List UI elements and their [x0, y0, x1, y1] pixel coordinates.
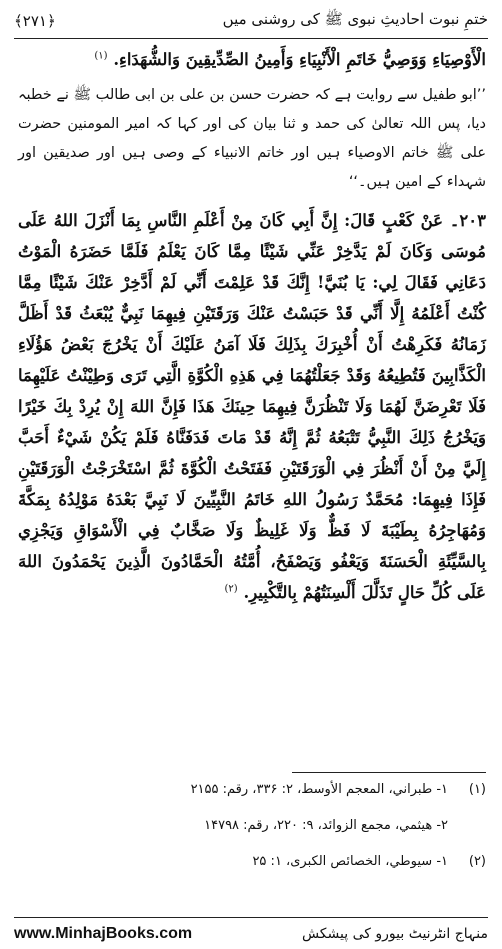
page-body [18, 44, 486, 608]
page-number: ﴿۲۷۱﴾ [14, 12, 56, 30]
footnotes [18, 782, 486, 890]
hadith-footnote-ref: (۲) [224, 583, 238, 595]
footnote-item [18, 782, 486, 818]
footnote-divider [292, 772, 486, 773]
header-divider [14, 38, 488, 39]
footnote-text: ۱- طبراني، المعجم الأوسط، ۲: ۳۳۶، رقم: ۲۱۵۵ [190, 782, 448, 797]
intro-arabic-line: الْأَوْصِيَاءِ وَوَصِيُّ خَاتَمِ الْأَنْبِيَاءِ وَأَمِينُ الصِّدِّيقِينَ وَالشُّهَدَاءِ. [113, 50, 486, 69]
hadith-text: عَنْ كَعْبٍ قَالَ: إِنَّ أَبِي كَانَ مِنْ أَعْلَمِ النَّاسِ بِمَا أَنْزَلَ اللهُ عَلَى مُوسَى وَكَانَ لَمْ يَدَّخِرْ عَنِّي شَيْئًا مِمَّا كَانَ يَعْلَمُ فَلَمَّا حَضَرَهُ الْمَوْتُ دَعَانِي فَقَالَ لِي: يَا بُنَيَّ! إِنَّكَ قَدْ عَلِمْتَ أَنِّي لَمْ أَدَّخِرْ عَنْكَ شَيْئًا مِمَّا كُنْتُ أَعْلَمُهُ إِلَّا أَنِّي قَدْ حَبَسْتُ عَنْكَ وَرَقَتَيْنِ فِيهِمَا نَبِيٌّ يُبْعَثُ قَدْ أَظَلَّ زَمَانُهُ فَكَرِهْتُ أَنْ أُخْبِرَكَ بِذَلِكَ فَلَا آمَنُ عَلَيْكَ أَنْ يَخْرُجَ بَعْضُ هَؤُلَاءِ الْكَذَّابِينَ فَتُطِيعُهُ وَقَدْ جَعَلْتُهُمَا فِي هَذِهِ الْكُوَّةِ الَّتِي تَرَى وَطِيْنْتُ عَلَيْهِمَا فَلَا تَعْرِضَنَّ لَهُمَا وَلَا تَنْظُرَنَّ فِيهِمَا حِينَكَ هَذَا فَإِنَّ اللهَ إِنْ يُرِدْ بِكَ خَيْرًا وَيَخْرُجُ ذَلِكَ النَّبِيُّ تَتْبَعُهُ ثُمَّ إِنَّهُ قَدْ مَاتَ فَدَفَنَّاهُ فَلَمْ يَكُنْ شَيْءٌ أَحَبَّ إِلَيَّ مِنْ أَنْ أَنْظُرَ فِي الْوَرَقَتَيْنِ فَفَتَحْتُ الْكُوَّةَ ثُمَّ اسْتَخْرَجْتُ الْوَرَقَتَيْنِ فَإِذَا فِيهِمَا: مُحَمَّدٌ رَسُولُ اللهِ خَاتَمُ النَّبِيِّينَ لَا نَبِيَّ بَعْدَهُ مَوْلِدُهُ بِمَكَّةَ وَمُهَاجِرُهُ بِطَيْبَةَ لَا فَظٌّ وَلَا غَلِيظٌ وَلَا صَخَّابٌ فِي الْأَسْوَاقِ وَيَجْزِي بِالسَّيِّئَةِ الْحَسَنَةَ وَيَعْفُو وَيَصْفَحُ، أُمَّتُهُ الْحَمَّادُونَ الَّذِينَ يَحْمَدُونَ اللهَ عَلَى كُلِّ حَالٍ تَذَلَّلَ أَلْسِنَتُهُمْ بِالتَّكْبِيرِ. [18, 211, 486, 602]
intro-arabic-text [18, 44, 486, 75]
footnote-marker: (۲) [468, 854, 486, 869]
urdu-translation: ’’ابو طفیل سے روایت ہے کہ حضرت حسن بن علی بن ابی طالب ﷺ نے خطبہ دیا، پس اللہ تعالیٰ کی حمد و ثنا بیان کی اور کہا کہ امیر المومنین حضرت علی ﷺ خاتم الاوصیاء ہیں اور خاتم الانبیاء کے وصی ہیں اور صدیقین اور شہداء کے امین ہیں۔‘‘ [18, 87, 486, 190]
presented-by-label: منہاج انٹرنیٹ بیورو کی پیشکش [301, 926, 488, 942]
intro-footnote-ref: (۱) [94, 50, 108, 62]
footnote-text: ۲- هيثمي، مجمع الزوائد، ۹: ۲۲۰، رقم: ۱۴۷۹۸ [204, 818, 448, 833]
hadith-block [18, 205, 486, 608]
running-title: ختمِ نبوت احادیثِ نبوی ﷺ کی روشنی میں [222, 10, 488, 28]
page-header [14, 6, 488, 36]
site-url-link[interactable]: www.MinhajBooks.com [14, 925, 193, 942]
hadith-number: ۲۰۳۔ [449, 211, 486, 230]
footnote-marker: (۱) [468, 782, 486, 797]
footnote-item [18, 818, 486, 854]
footnote-text: ۱- سيوطي، الخصائص الكبرى، ۱: ۲۵ [252, 854, 448, 869]
footnote-item [18, 854, 486, 890]
footer-divider [14, 917, 488, 918]
page-footer [14, 920, 488, 948]
